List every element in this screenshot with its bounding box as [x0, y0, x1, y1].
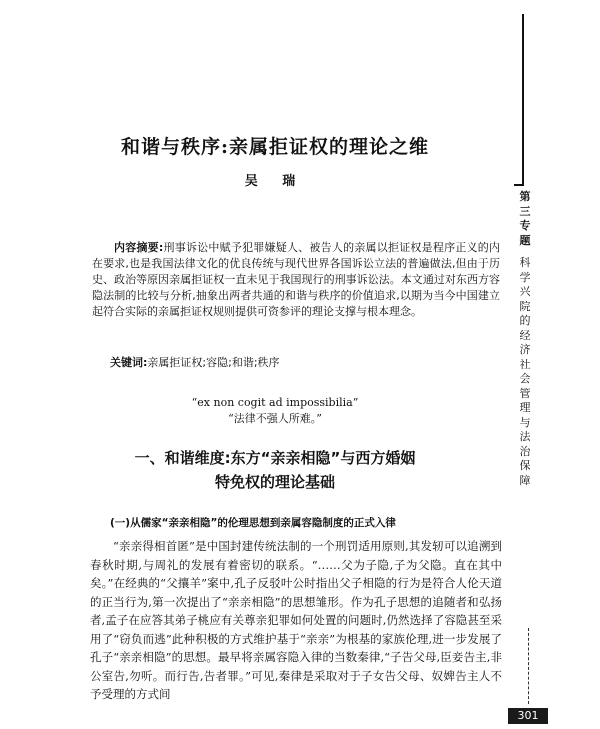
margin-dashed-rule [528, 628, 530, 704]
margin-gap [516, 248, 534, 256]
body-text [90, 537, 502, 704]
abstract [92, 240, 500, 320]
page-number: 301 [508, 708, 548, 724]
keywords-label: 关键词: [110, 356, 148, 369]
body-paragraph: “亲亲得相首匿”是中国封建传统法制的一个刑罚适用原则,其发轫可以追溯到春秋时期,与周礼的发展有着密切的联系。“……父为子隐,子为父隐。直在其中矣。”在经典的“父攘羊”案中,孔子反驳叶公时指出父子相隐的行为是符合人伦天道的正当行为,第一次提出了“亲亲相隐”的思想雏形。作为孔子思想的追随者和弘扬者,孟子在应答其弟子桃应有关尊亲犯罪如何处置的问题时,仍然选择了容隐甚至采用了“窃负而逃”此种积极的方式维护基于“亲亲”为根基的家族伦理,进一步发展了孔子“亲亲相隐”的思想。最早将亲属容隐入律的当数秦律,“子告父母,臣妾告主,非公室告,勿听。而行告,告者罪。”可见,秦律是采取对于子女告父母、奴婢告主人不予受理的方式间 [90, 539, 502, 701]
special-topic-label: 第 三 专 题 [519, 190, 531, 247]
column-title: 科 学 兴 院 的 经 济 社 会 管 理 与 法 治 保 障 [519, 256, 531, 487]
epigraph-chinese: “法律不强人所难。” [228, 412, 322, 425]
keywords [110, 355, 500, 371]
abstract-text: 刑事诉讼中赋予犯罪嫌疑人、被告人的亲属以拒证权是程序正义的内在要求,也是我国法律文化的优良传统与现代世界各国诉讼立法的普遍做法,但由于历史、政治等原因亲属拒证权一直未见于我国现行的刑事诉讼法。本文通过对东西方容隐法制的比较与分析,抽象出两者共通的和谐与秩序的价值追求,以期为当今中国建立起符合实际的亲属拒证权规则提供可资参评的理论支撑与根本理念。 [92, 241, 500, 318]
keywords-text: 亲属拒证权;容隐;和谐;秩序 [147, 356, 280, 369]
article-title: 和谐与秩序:亲属拒证权的理论之维 [120, 136, 429, 158]
subsection-heading: (一)从儒家“亲亲相隐”的伦理思想到亲属容隐制度的正式入律 [110, 517, 396, 529]
epigraph-latin: “ex non cogit ad impossibilia” [191, 396, 359, 409]
margin-column [516, 190, 534, 488]
section-heading [60, 446, 490, 494]
epigraph [60, 395, 490, 427]
margin-rule [522, 14, 524, 186]
article-author: 吴 瑞 [244, 174, 306, 189]
section-heading-line2: 特免权的理论基础 [214, 473, 335, 491]
abstract-label: 内容摘要: [114, 241, 164, 254]
section-heading-line1: 一、和谐维度:东方“亲亲相隐”与西方婚姻 [134, 449, 416, 467]
